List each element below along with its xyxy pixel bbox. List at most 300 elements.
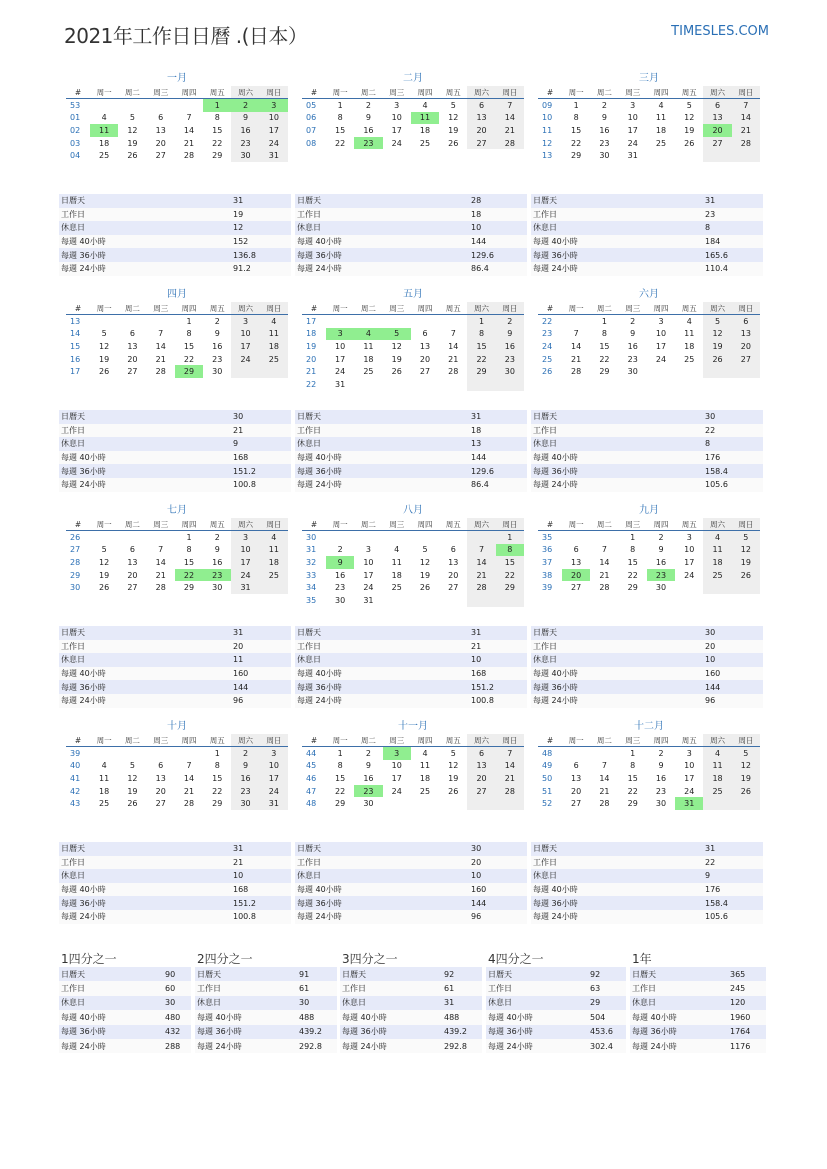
day-cell[interactable]: 18 [268, 557, 279, 567]
day-cell[interactable]: 5 [101, 545, 107, 555]
day-cell[interactable]: 6 [479, 748, 485, 758]
day-cell[interactable]: 14 [504, 761, 515, 771]
day-cell[interactable]: 7 [573, 329, 579, 339]
day-cell[interactable]: 27 [419, 367, 431, 377]
day-cell[interactable]: 5 [450, 100, 456, 110]
day-cell[interactable] [439, 378, 467, 391]
day-cell[interactable]: 25 [99, 799, 110, 809]
day-cell[interactable]: 20 [155, 786, 166, 796]
day-cell[interactable]: 20 [571, 786, 582, 796]
day-cell[interactable]: 28 [183, 799, 195, 809]
day-cell[interactable]: 3 [686, 748, 692, 758]
day-cell[interactable]: 13 [476, 761, 487, 771]
holiday-cell[interactable]: 9 [326, 556, 354, 569]
day-cell[interactable]: 22 [476, 354, 487, 364]
day-cell[interactable]: 17 [268, 125, 279, 135]
day-cell[interactable]: 25 [419, 138, 431, 148]
holiday-cell[interactable]: 5 [383, 328, 411, 341]
day-cell[interactable]: 19 [99, 354, 110, 364]
day-cell[interactable] [326, 315, 354, 328]
day-cell[interactable]: 1 [573, 100, 579, 110]
day-cell[interactable] [467, 378, 495, 391]
day-cell[interactable]: 27 [127, 367, 138, 377]
day-cell[interactable]: 31 [240, 583, 251, 593]
day-cell[interactable]: 21 [155, 570, 166, 580]
day-cell[interactable] [590, 747, 618, 760]
day-cell[interactable]: 10 [391, 113, 402, 123]
day-cell[interactable]: 25 [391, 583, 402, 593]
day-cell[interactable] [118, 747, 146, 760]
day-cell[interactable]: 9 [365, 113, 371, 123]
day-cell[interactable]: 18 [99, 786, 110, 796]
day-cell[interactable]: 12 [127, 773, 138, 783]
day-cell[interactable]: 24 [268, 786, 279, 796]
day-cell[interactable]: 28 [740, 138, 751, 148]
day-cell[interactable]: 18 [684, 341, 695, 351]
holiday-cell[interactable]: 31 [675, 797, 703, 810]
day-cell[interactable]: 22 [504, 570, 515, 580]
day-cell[interactable]: 30 [655, 799, 667, 809]
day-cell[interactable]: 22 [212, 786, 223, 796]
holiday-cell[interactable]: 11 [411, 112, 439, 125]
day-cell[interactable]: 27 [155, 151, 166, 161]
day-cell[interactable]: 15 [571, 125, 582, 135]
day-cell[interactable]: 11 [99, 773, 110, 783]
day-cell[interactable] [147, 531, 175, 544]
day-cell[interactable]: 3 [243, 532, 249, 542]
day-cell[interactable]: 27 [155, 799, 166, 809]
day-cell[interactable] [439, 594, 467, 607]
day-cell[interactable]: 30 [504, 367, 515, 377]
day-cell[interactable]: 25 [712, 570, 723, 580]
day-cell[interactable]: 21 [504, 773, 515, 783]
day-cell[interactable]: 12 [99, 341, 110, 351]
day-cell[interactable]: 30 [363, 799, 374, 809]
holiday-cell[interactable]: 20 [703, 124, 731, 137]
day-cell[interactable]: 4 [715, 532, 721, 542]
day-cell[interactable]: 10 [240, 545, 251, 555]
day-cell[interactable]: 10 [627, 113, 638, 123]
day-cell[interactable] [439, 531, 467, 544]
day-cell[interactable]: 8 [601, 329, 607, 339]
day-cell[interactable]: 13 [419, 341, 431, 351]
day-cell[interactable]: 8 [573, 113, 579, 123]
day-cell[interactable] [90, 315, 118, 328]
day-cell[interactable]: 18 [712, 773, 723, 783]
day-cell[interactable]: 20 [476, 125, 487, 135]
day-cell[interactable] [647, 149, 675, 162]
day-cell[interactable]: 7 [479, 545, 485, 555]
day-cell[interactable]: 25 [419, 786, 431, 796]
holiday-cell[interactable]: 23 [647, 569, 675, 582]
day-cell[interactable] [467, 531, 495, 544]
day-cell[interactable]: 28 [571, 367, 582, 377]
brand-link[interactable]: TIMESLES.COM [671, 24, 769, 39]
day-cell[interactable]: 26 [740, 786, 751, 796]
day-cell[interactable]: 26 [99, 583, 110, 593]
day-cell[interactable]: 23 [240, 138, 251, 148]
day-cell[interactable]: 21 [599, 570, 610, 580]
day-cell[interactable]: 19 [448, 125, 459, 135]
day-cell[interactable]: 2 [601, 100, 607, 110]
day-cell[interactable]: 29 [571, 151, 582, 161]
day-cell[interactable]: 8 [186, 329, 192, 339]
day-cell[interactable]: 11 [268, 329, 279, 339]
day-cell[interactable]: 9 [214, 545, 220, 555]
day-cell[interactable]: 4 [101, 761, 107, 771]
day-cell[interactable]: 16 [240, 773, 251, 783]
day-cell[interactable] [732, 365, 760, 378]
day-cell[interactable]: 30 [599, 151, 610, 161]
day-cell[interactable]: 17 [240, 341, 251, 351]
day-cell[interactable]: 2 [243, 748, 249, 758]
day-cell[interactable]: 30 [627, 367, 638, 377]
day-cell[interactable]: 16 [335, 570, 346, 580]
day-cell[interactable]: 6 [573, 545, 579, 555]
day-cell[interactable]: 17 [268, 773, 279, 783]
day-cell[interactable]: 27 [571, 583, 582, 593]
day-cell[interactable]: 27 [476, 786, 487, 796]
day-cell[interactable] [354, 531, 382, 544]
day-cell[interactable] [231, 365, 259, 378]
day-cell[interactable]: 15 [627, 773, 638, 783]
day-cell[interactable] [703, 149, 731, 162]
day-cell[interactable]: 4 [271, 532, 277, 542]
day-cell[interactable]: 23 [335, 583, 346, 593]
day-cell[interactable]: 20 [127, 570, 138, 580]
day-cell[interactable]: 17 [240, 557, 251, 567]
day-cell[interactable]: 28 [155, 583, 166, 593]
day-cell[interactable]: 13 [127, 341, 138, 351]
day-cell[interactable]: 1 [601, 316, 607, 326]
day-cell[interactable]: 12 [419, 557, 431, 567]
day-cell[interactable]: 15 [504, 557, 515, 567]
day-cell[interactable]: 17 [363, 570, 374, 580]
day-cell[interactable]: 30 [240, 151, 251, 161]
day-cell[interactable]: 13 [571, 557, 582, 567]
day-cell[interactable] [675, 581, 703, 594]
day-cell[interactable]: 15 [335, 125, 346, 135]
day-cell[interactable]: 11 [655, 113, 667, 123]
day-cell[interactable]: 29 [335, 799, 346, 809]
day-cell[interactable]: 22 [183, 354, 195, 364]
day-cell[interactable]: 24 [684, 786, 695, 796]
day-cell[interactable]: 16 [363, 773, 374, 783]
day-cell[interactable]: 14 [740, 113, 751, 123]
day-cell[interactable]: 19 [419, 570, 431, 580]
day-cell[interactable] [562, 315, 590, 328]
day-cell[interactable]: 13 [155, 125, 166, 135]
day-cell[interactable]: 10 [240, 329, 251, 339]
day-cell[interactable]: 1 [630, 748, 636, 758]
day-cell[interactable]: 1 [479, 316, 485, 326]
day-cell[interactable]: 10 [335, 341, 346, 351]
day-cell[interactable] [383, 315, 411, 328]
day-cell[interactable]: 2 [365, 748, 371, 758]
day-cell[interactable]: 21 [571, 354, 582, 364]
day-cell[interactable]: 11 [391, 557, 402, 567]
holiday-cell[interactable]: 3 [260, 99, 288, 112]
day-cell[interactable]: 12 [712, 329, 723, 339]
day-cell[interactable]: 1 [214, 748, 220, 758]
day-cell[interactable]: 9 [658, 761, 664, 771]
day-cell[interactable]: 26 [391, 367, 402, 377]
day-cell[interactable]: 9 [630, 329, 636, 339]
day-cell[interactable]: 27 [712, 138, 723, 148]
day-cell[interactable]: 2 [658, 748, 664, 758]
day-cell[interactable]: 4 [658, 100, 664, 110]
holiday-cell[interactable]: 20 [562, 569, 590, 582]
day-cell[interactable]: 12 [448, 113, 459, 123]
day-cell[interactable] [590, 531, 618, 544]
day-cell[interactable]: 8 [630, 545, 636, 555]
day-cell[interactable]: 24 [335, 367, 346, 377]
day-cell[interactable]: 27 [740, 354, 751, 364]
day-cell[interactable] [118, 531, 146, 544]
day-cell[interactable]: 19 [684, 125, 695, 135]
day-cell[interactable]: 29 [183, 583, 195, 593]
day-cell[interactable] [411, 378, 439, 391]
day-cell[interactable]: 21 [476, 570, 487, 580]
day-cell[interactable]: 6 [158, 113, 164, 123]
day-cell[interactable]: 16 [212, 341, 223, 351]
day-cell[interactable]: 19 [448, 773, 459, 783]
day-cell[interactable]: 2 [365, 100, 371, 110]
day-cell[interactable]: 22 [571, 138, 582, 148]
day-cell[interactable]: 6 [450, 545, 456, 555]
day-cell[interactable]: 26 [127, 799, 138, 809]
day-cell[interactable] [496, 594, 524, 607]
day-cell[interactable]: 28 [599, 583, 610, 593]
day-cell[interactable]: 16 [240, 125, 251, 135]
day-cell[interactable]: 1 [337, 748, 343, 758]
day-cell[interactable]: 26 [684, 138, 695, 148]
day-cell[interactable]: 17 [655, 341, 667, 351]
day-cell[interactable]: 12 [740, 545, 751, 555]
day-cell[interactable] [732, 581, 760, 594]
day-cell[interactable] [260, 581, 288, 594]
day-cell[interactable]: 18 [419, 773, 431, 783]
day-cell[interactable]: 31 [268, 151, 279, 161]
day-cell[interactable]: 10 [363, 557, 374, 567]
day-cell[interactable]: 11 [712, 761, 723, 771]
day-cell[interactable]: 3 [365, 545, 371, 555]
day-cell[interactable]: 26 [448, 138, 459, 148]
day-cell[interactable]: 21 [155, 354, 166, 364]
day-cell[interactable]: 24 [655, 354, 667, 364]
day-cell[interactable]: 19 [127, 786, 138, 796]
day-cell[interactable]: 1 [186, 316, 192, 326]
day-cell[interactable]: 29 [212, 151, 223, 161]
day-cell[interactable]: 16 [655, 773, 667, 783]
day-cell[interactable]: 7 [507, 100, 513, 110]
day-cell[interactable]: 8 [337, 761, 343, 771]
day-cell[interactable] [496, 797, 524, 810]
day-cell[interactable]: 20 [740, 341, 751, 351]
day-cell[interactable]: 24 [268, 138, 279, 148]
day-cell[interactable]: 18 [712, 557, 723, 567]
day-cell[interactable]: 5 [686, 100, 692, 110]
day-cell[interactable]: 7 [601, 761, 607, 771]
day-cell[interactable]: 16 [212, 557, 223, 567]
day-cell[interactable]: 21 [740, 125, 751, 135]
day-cell[interactable]: 3 [394, 100, 400, 110]
day-cell[interactable]: 18 [99, 138, 110, 148]
day-cell[interactable]: 26 [712, 354, 723, 364]
day-cell[interactable]: 27 [476, 138, 487, 148]
day-cell[interactable]: 28 [155, 367, 166, 377]
day-cell[interactable]: 5 [715, 316, 721, 326]
day-cell[interactable]: 7 [186, 761, 192, 771]
day-cell[interactable]: 12 [391, 341, 402, 351]
day-cell[interactable]: 24 [391, 138, 402, 148]
day-cell[interactable]: 5 [129, 761, 135, 771]
day-cell[interactable] [354, 315, 382, 328]
day-cell[interactable]: 11 [363, 341, 374, 351]
day-cell[interactable] [411, 797, 439, 810]
day-cell[interactable]: 21 [183, 786, 195, 796]
day-cell[interactable]: 21 [504, 125, 515, 135]
day-cell[interactable]: 17 [335, 354, 346, 364]
day-cell[interactable]: 24 [684, 570, 695, 580]
day-cell[interactable]: 19 [712, 341, 723, 351]
day-cell[interactable]: 21 [183, 138, 195, 148]
day-cell[interactable]: 5 [743, 748, 749, 758]
day-cell[interactable]: 7 [601, 545, 607, 555]
day-cell[interactable]: 15 [335, 773, 346, 783]
day-cell[interactable]: 21 [448, 354, 459, 364]
day-cell[interactable]: 7 [507, 748, 513, 758]
day-cell[interactable] [90, 747, 118, 760]
day-cell[interactable]: 10 [268, 761, 279, 771]
day-cell[interactable]: 20 [155, 138, 166, 148]
day-cell[interactable]: 29 [504, 583, 515, 593]
day-cell[interactable]: 26 [99, 367, 110, 377]
day-cell[interactable]: 8 [479, 329, 485, 339]
day-cell[interactable]: 25 [684, 354, 695, 364]
day-cell[interactable]: 22 [335, 786, 346, 796]
day-cell[interactable]: 30 [212, 367, 223, 377]
day-cell[interactable]: 15 [476, 341, 487, 351]
day-cell[interactable]: 7 [450, 329, 456, 339]
day-cell[interactable]: 24 [240, 570, 251, 580]
day-cell[interactable]: 4 [686, 316, 692, 326]
day-cell[interactable]: 4 [101, 113, 107, 123]
holiday-cell[interactable]: 2 [231, 99, 259, 112]
day-cell[interactable] [496, 378, 524, 391]
day-cell[interactable]: 1 [507, 532, 513, 542]
day-cell[interactable]: 17 [391, 773, 402, 783]
day-cell[interactable] [562, 531, 590, 544]
day-cell[interactable] [383, 378, 411, 391]
day-cell[interactable] [647, 365, 675, 378]
day-cell[interactable]: 3 [243, 316, 249, 326]
day-cell[interactable]: 11 [419, 761, 431, 771]
day-cell[interactable]: 2 [507, 316, 513, 326]
day-cell[interactable]: 24 [627, 138, 638, 148]
day-cell[interactable] [467, 594, 495, 607]
day-cell[interactable]: 15 [183, 557, 195, 567]
day-cell[interactable]: 6 [573, 761, 579, 771]
day-cell[interactable]: 14 [476, 557, 487, 567]
day-cell[interactable]: 16 [363, 125, 374, 135]
holiday-cell[interactable]: 23 [354, 137, 382, 150]
day-cell[interactable]: 23 [240, 786, 251, 796]
day-cell[interactable]: 10 [684, 761, 695, 771]
day-cell[interactable] [467, 797, 495, 810]
day-cell[interactable]: 3 [686, 532, 692, 542]
day-cell[interactable]: 16 [627, 341, 638, 351]
day-cell[interactable]: 8 [630, 761, 636, 771]
day-cell[interactable] [90, 99, 118, 112]
day-cell[interactable]: 25 [363, 367, 374, 377]
day-cell[interactable]: 12 [127, 125, 138, 135]
day-cell[interactable]: 15 [212, 125, 223, 135]
day-cell[interactable]: 8 [186, 545, 192, 555]
day-cell[interactable]: 17 [684, 557, 695, 567]
day-cell[interactable]: 7 [743, 100, 749, 110]
day-cell[interactable] [411, 594, 439, 607]
day-cell[interactable] [703, 797, 731, 810]
day-cell[interactable]: 9 [507, 329, 513, 339]
day-cell[interactable]: 25 [99, 151, 110, 161]
day-cell[interactable]: 6 [158, 761, 164, 771]
day-cell[interactable]: 8 [214, 113, 220, 123]
day-cell[interactable] [439, 797, 467, 810]
day-cell[interactable]: 11 [712, 545, 723, 555]
day-cell[interactable]: 4 [422, 748, 428, 758]
day-cell[interactable] [260, 365, 288, 378]
holiday-cell[interactable]: 3 [383, 747, 411, 760]
day-cell[interactable]: 22 [627, 570, 638, 580]
day-cell[interactable]: 15 [183, 341, 195, 351]
day-cell[interactable]: 5 [101, 329, 107, 339]
day-cell[interactable]: 17 [684, 773, 695, 783]
day-cell[interactable]: 8 [214, 761, 220, 771]
day-cell[interactable]: 2 [214, 532, 220, 542]
day-cell[interactable] [439, 315, 467, 328]
day-cell[interactable]: 18 [391, 570, 402, 580]
day-cell[interactable]: 27 [448, 583, 459, 593]
day-cell[interactable]: 26 [419, 583, 431, 593]
day-cell[interactable]: 15 [627, 557, 638, 567]
day-cell[interactable]: 6 [479, 100, 485, 110]
holiday-cell[interactable]: 22 [175, 569, 203, 582]
day-cell[interactable]: 11 [684, 329, 695, 339]
day-cell[interactable]: 14 [448, 341, 459, 351]
day-cell[interactable]: 29 [212, 799, 223, 809]
day-cell[interactable]: 28 [599, 799, 610, 809]
day-cell[interactable]: 18 [419, 125, 431, 135]
day-cell[interactable]: 19 [127, 138, 138, 148]
day-cell[interactable]: 20 [448, 570, 459, 580]
day-cell[interactable]: 28 [448, 367, 459, 377]
day-cell[interactable]: 19 [391, 354, 402, 364]
day-cell[interactable]: 25 [712, 786, 723, 796]
day-cell[interactable]: 1 [630, 532, 636, 542]
day-cell[interactable]: 29 [627, 583, 638, 593]
day-cell[interactable]: 6 [129, 545, 135, 555]
holiday-cell[interactable]: 3 [326, 328, 354, 341]
day-cell[interactable]: 18 [655, 125, 667, 135]
day-cell[interactable]: 9 [658, 545, 664, 555]
holiday-cell[interactable]: 29 [175, 365, 203, 378]
day-cell[interactable]: 22 [599, 354, 610, 364]
day-cell[interactable]: 1 [337, 100, 343, 110]
day-cell[interactable]: 20 [419, 354, 431, 364]
day-cell[interactable]: 13 [155, 773, 166, 783]
day-cell[interactable]: 5 [743, 532, 749, 542]
